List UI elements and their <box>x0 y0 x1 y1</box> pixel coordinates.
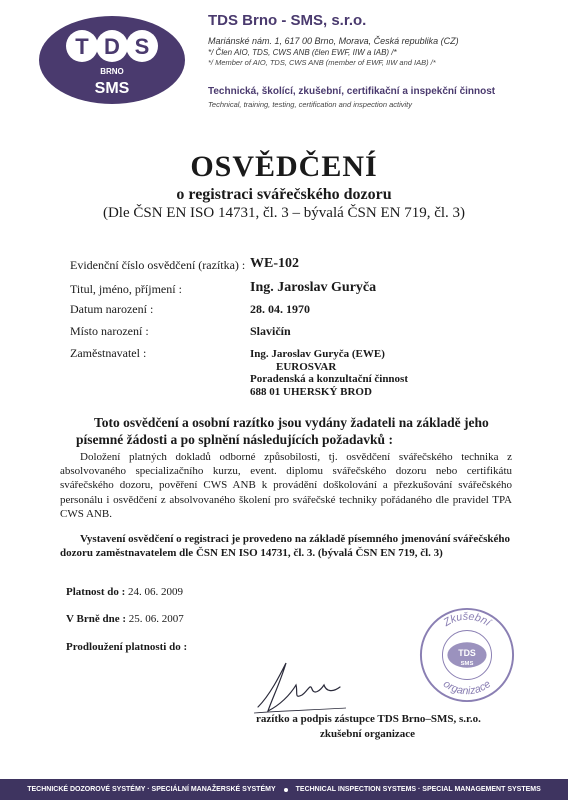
footer-right-text: TECHNICAL INSPECTION SYSTEMS · SPECIAL MANAGEMENT SYSTEMS <box>295 786 541 793</box>
registration-paragraph: Vystavení osvědčení o registraci je provedeno na základě písemného jmenování svářečského dozoru zaměstnavatelem dle ČSN EN ISO 14731, čl. 3. (bývalá ČSN EN 719, čl. 3) <box>60 533 511 560</box>
official-stamp <box>418 606 516 704</box>
membership-en: */ Member of AIO, TDS, CWS ANB (member of EWF, IIW and IAB) /* <box>208 58 436 67</box>
issuance-statement: Toto osvědčení a osobní razítko jsou vydány žadateli na základě jeho písemné žádosti a po splnění následujících požadavků : <box>76 415 489 447</box>
logo-brno-text: BRNO <box>100 67 124 76</box>
footer-left-text: TECHNICKÉ DOZOROVÉ SYSTÉMY · SPECIÁLNÍ MANAŽERSKÉ SYSTÉMY <box>27 786 276 793</box>
employer-label: Zaměstnavatel : <box>70 346 147 360</box>
pob-value: Slavičín <box>250 324 291 338</box>
employer-line: 688 01 UHERSKÝ BROD <box>250 385 372 398</box>
handwritten-signature <box>250 655 350 715</box>
employer-line: Ing. Jaroslav Guryča (EWE) <box>250 348 385 360</box>
employer-block <box>250 348 408 398</box>
issued-row <box>66 613 184 625</box>
footer-bar <box>0 779 568 800</box>
svg-text:organizace <box>441 678 493 697</box>
issued-value: 25. 06. 2007 <box>128 613 184 625</box>
pob-label: Místo narození : <box>70 324 149 338</box>
stamp-bottom-text: organizace <box>440 678 494 698</box>
extension-label: Prodloužení platnosti do : <box>66 641 188 653</box>
activity-en: Technical, training, testing, certification and inspection activity <box>208 100 412 109</box>
cert-number-label: Evidenční číslo osvědčení (razítka) : <box>70 258 246 272</box>
issued-label: V Brně dne : <box>66 613 126 625</box>
valid-until-label: Platnost do : <box>66 586 126 598</box>
svg-text:S: S <box>134 34 150 59</box>
dob-label: Datum narození : <box>70 302 154 316</box>
svg-text:T: T <box>75 34 89 59</box>
stamp-center-bottom: SMS <box>460 660 474 667</box>
document-title: OSVĚDČENÍ <box>190 150 378 183</box>
name-label: Titul, jméno, příjmení : <box>70 282 182 296</box>
tds-logo <box>37 14 187 106</box>
company-name: TDS Brno - SMS, s.r.o. <box>208 12 367 29</box>
bullet-icon <box>284 788 288 792</box>
membership-cz: */ Člen AIO, TDS, CWS ANB (člen EWF, IIW a IAB) /* <box>208 48 397 57</box>
dob-value: 28. 04. 1970 <box>250 302 310 316</box>
cert-number-value: WE-102 <box>250 256 299 271</box>
document-subtitle: o registraci svářečského dozoru <box>176 186 392 203</box>
svg-text:D: D <box>104 34 120 59</box>
name-value: Ing. Jaroslav Guryča <box>250 280 377 295</box>
valid-until-value: 24. 06. 2009 <box>128 586 184 598</box>
logo-sms-text: SMS <box>94 80 130 97</box>
stamp-center-top: TDS <box>458 647 476 658</box>
employer-line: EUROSVAR <box>276 360 337 373</box>
activity-cz: Technická, školící, zkušební, certifikační a inspekční činnost <box>208 86 496 97</box>
extension-row <box>66 641 187 653</box>
stamp-top-text: Zkušební <box>441 610 493 629</box>
company-address: Mariánské nám. 1, 617 00 Brno, Morava, Česká republika (CZ) <box>208 36 459 46</box>
signature-organization: zkušební organizace <box>320 728 416 740</box>
document-standard-ref: (Dle ČSN EN ISO 14731, čl. 3 – bývalá ČSN EN 719, čl. 3) <box>102 205 466 221</box>
valid-until-row <box>66 586 183 598</box>
employer-line: Poradenská a konzultační činnost <box>250 373 408 385</box>
requirements-paragraph: Doložení platných dokladů odborné způsobilosti, tj. osvědčení svářečského technika z absolvovaného specializačního kurzu, event. diplomu svářečského dozoru nebo certifikátu svářečského dozoru, pověření CWS ANB k provádění doškolování a přezkušování svářečského personálu i osvědčení z absolvovaného školení pro svářečské techniky pořádaného dle pravidel TPA CWS ANB. <box>60 451 512 520</box>
signature-caption: razítko a podpis zástupce TDS Brno–SMS, s.r.o. <box>256 713 481 725</box>
